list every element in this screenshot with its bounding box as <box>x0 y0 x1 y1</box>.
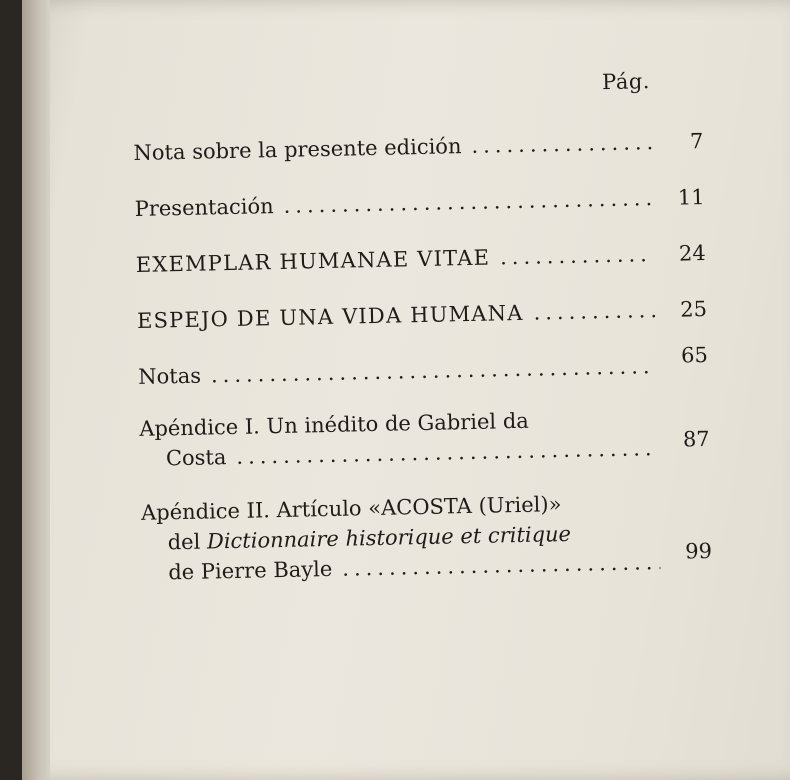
toc-entry <box>133 127 704 168</box>
toc-entry-page: 7 <box>689 129 704 154</box>
toc-entry-page: 99 <box>685 538 713 564</box>
toc-entry <box>135 239 707 280</box>
dot-leader <box>283 183 653 221</box>
toc-entry-title: Presentación <box>134 194 274 221</box>
toc-entry-title: EXEMPLAR HUMANAE VITAE <box>135 245 491 277</box>
dot-leader <box>471 127 652 161</box>
toc-entry-title: Notas <box>137 363 202 389</box>
book-page <box>22 0 790 780</box>
toc-entry-title-line2-prefix: del <box>167 529 201 555</box>
book-gutter <box>22 0 50 780</box>
toc-entry <box>136 295 708 336</box>
toc-entry-title: ESPEJO DE UNA VIDA HUMANA <box>136 300 524 333</box>
dot-leader <box>211 351 657 390</box>
table-of-contents <box>132 68 713 585</box>
toc-entry <box>134 183 705 224</box>
toc-entry-page: 87 <box>682 426 710 452</box>
toc-entry-page: 25 <box>679 297 708 322</box>
toc-entry-title-line2: Costa <box>165 445 227 471</box>
toc-entry <box>137 343 709 392</box>
toc-entry-title-line1: Apéndice I. Un inédito de Gabriel da <box>139 408 530 441</box>
toc-entry <box>140 487 713 588</box>
toc-entry-title-line1: Apéndice II. Artículo «ACOSTA (Uriel)» <box>140 492 562 525</box>
page-column-header: Pág. <box>601 69 651 95</box>
toc-entry-page: 11 <box>677 185 705 210</box>
toc-entry-title: Nota sobre la presente edición <box>133 134 462 165</box>
toc-entry-title-line3: de Pierre Bayle <box>168 556 333 585</box>
toc-entry-title-line2-italic: Dictionnaire historique et critique <box>206 521 572 554</box>
toc-entry-page: 24 <box>678 241 707 266</box>
toc-entry <box>139 403 710 474</box>
toc-entry-page: 65 <box>680 343 709 368</box>
dot-leader <box>500 239 654 272</box>
dot-leader <box>533 295 655 328</box>
dot-leader <box>342 547 661 584</box>
